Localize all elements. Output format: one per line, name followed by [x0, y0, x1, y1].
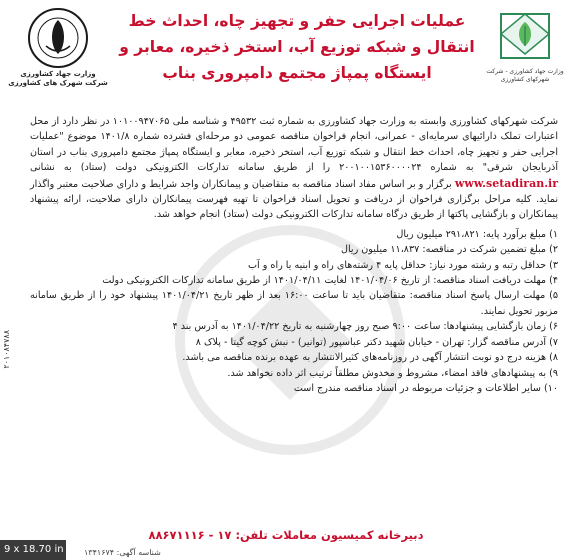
- notice-title: [114, 8, 480, 86]
- list-item: ۸) هزینه درج دو نوبت انتشار آگهی در روزنامه‌های کثیرالانتشار به عهده برنده مناقصه می باشد.: [182, 352, 558, 364]
- left-logo-caption-1: وزارت جهاد کشاورزی: [20, 70, 96, 78]
- list-item: ۱۰) سایر اطلاعات و جزئیات مربوطه در اسناد مناقصه مندرج است: [293, 382, 558, 394]
- list-item: ۶) زمان بازگشایی پیشنهادها: ساعت ۹:۰۰ صبح روز چهارشنبه به تاریخ ۱۴۰۱/۰۴/۲۲ به آدرس بند ۴: [172, 321, 558, 333]
- tender-notice: [8, 4, 564, 552]
- secretariat-phone: دبیرخانه کمیسیون معاملات تلفن: ۱۷ - ۸۸۶۷۱۱۱۶: [148, 528, 424, 542]
- list-item: ۹) به پیشنهادهای فاقد امضاء، مشروط و مخدوش مطلقاً ترتیب اثر داده نخواهد شد.: [227, 367, 558, 379]
- intro-part-2: برگزار و بر اساس مفاد اسناد مناقصه به متقاضیان و پیمانکاران واجد شرایط و دارای صلاحیت معتبر واگذار نماید. کلیه مراحل برگزاری فراخوان از دریافت و تحویل اسناد فراخوان تا تهیه فهرست پیمانکاران دارای صلاحیت، ارائه پیشنهاد پیمانکاران و بازگشایی پاکتها از طریق درگاه سامانه تدارکات الکترونیکی دولت (ستاد) انجام خواهد شد.: [30, 178, 558, 221]
- ad-reference: شناسه آگهی: ۱۳۴۱۶۷۴: [84, 548, 161, 557]
- agri-towns-logo: [486, 6, 564, 92]
- notice-body: [30, 114, 558, 396]
- title-line-1: عملیات اجرایی حفر و تجهیز چاه، احداث خط: [128, 12, 466, 30]
- list-item: ۷) آدرس مناقصه گزار: تهران - خیابان شهید دکتر عباسپور (توانیر) - نبش کوچه گیتا - پلاک ۸: [195, 336, 558, 348]
- list-item: ۳) حداقل رتبه و رشته مورد نیاز: حداقل پایه ۴ رشته‌های راه و ابنیه یا راه و آب: [248, 259, 558, 271]
- right-logo-caption: وزارت جهاد کشاورزی - شرکت شهرکهای کشاورزی: [486, 68, 564, 83]
- intro-paragraph: [30, 114, 558, 223]
- ministry-seal-icon: [26, 6, 90, 70]
- dimension-label: 9 x 18.70 in: [0, 540, 66, 560]
- title-line-2: انتقال و شبکه توزیع آب، استخر ذخیره، معابر و: [119, 38, 475, 56]
- list-item: ۱) مبلغ برآورد پایه: ۲۹۱،۸۲۱ میلیون ریال: [396, 228, 558, 240]
- list-item: ۴) مهلت دریافت اسناد مناقصه: از تاریخ ۱۴۰۱/۰۴/۰۶ لغایت ۱۴۰۱/۰۴/۱۱ از طریق سامانه تدارکات الکترونیکی دولت: [102, 275, 558, 287]
- tender-conditions-list: [30, 227, 558, 396]
- list-item: ۵) مهلت ارسال پاسخ اسناد مناقصه: متقاضیان باید تا ساعت ۱۶:۰۰ بعد از ظهر تاریخ ۱۴۰۱/۰۴/۲۱ پیشنهاد خود را از طریق سامانه مزبور تحویل نمایند.: [30, 290, 558, 317]
- title-line-3: ایستگاه پمپاژ مجتمع دامپروری بناب: [162, 64, 432, 82]
- ministry-logo: [8, 6, 108, 106]
- left-logo-caption-2: شرکت شهرک های کشاورزی: [8, 79, 108, 87]
- list-item: ۲) مبلغ تضمین شرکت در مناقصه: ۱۱،۸۳۷ میلیون ریال: [341, 244, 558, 256]
- agri-towns-logo-icon: [495, 6, 555, 66]
- setadiran-link[interactable]: www.setadiran.ir: [454, 176, 558, 190]
- side-code: ۲۰۱۰۸۴۷۸۸: [2, 330, 11, 369]
- header: [8, 4, 564, 112]
- intro-part-1: شرکت شهرکهای کشاورزی وابسته به وزارت جهاد کشاورزی به شماره ثبت ۴۹۵۳۲ و شناسه ملی ۱۰۱۰۰۹۴۷۰۶۵ در نظر دارد از محل اعتبارات تملک دارائیهای سرمایه‌ای - عمرانی، انجام فراخوان مناقصه عمومی دو مرحله‌ای فشرده شماره ۱۴۰۱/۸ موضوع "عملیات اجرایی حفر و تجهیز چاه، احداث خط انتقال و شبکه توزیع آب، استخر ذخیره، معابر و ایستگاه پمپاژ مجتمع دامپروری بناب در استان آذربایجان شرقی" به شماره ۲۰۰۱۰۰۱۵۳۶۰۰۰۰۲۴ را از طریق سامانه تدارکات الکترونیکی دولت (ستاد) به نشانی: [30, 116, 558, 174]
